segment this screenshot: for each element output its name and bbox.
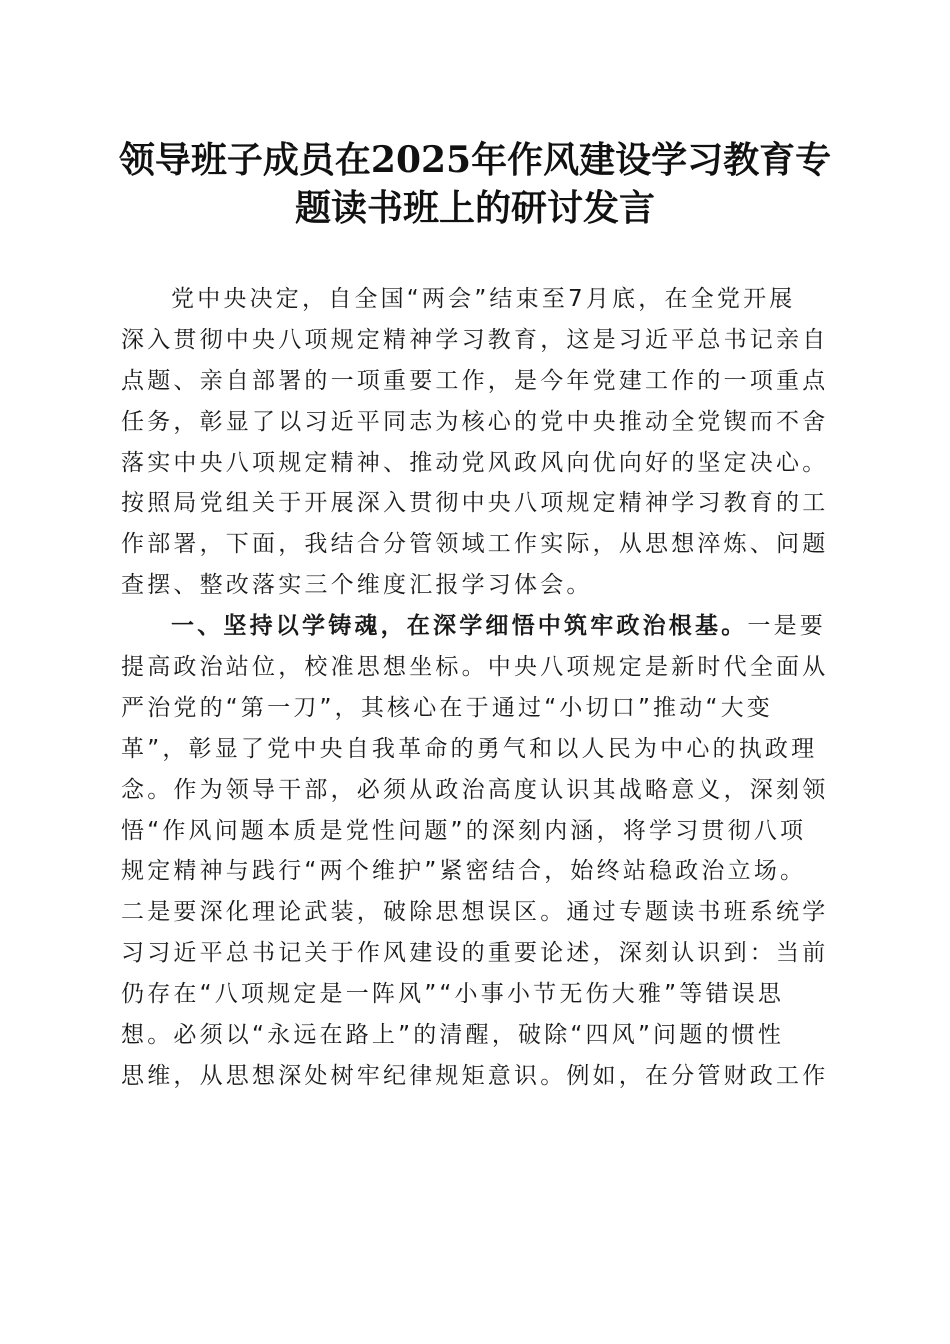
- section-heading-rest: 一是要: [747, 613, 827, 640]
- paragraph-line: 革”，彰显了党中央自我革命的勇气和以人民为中心的执政理: [121, 735, 818, 762]
- section-heading-line: [121, 606, 827, 647]
- paragraph-line: 思维，从思想深处树牢纪律规矩意识。例如，在分管财政工作: [121, 1062, 829, 1089]
- paragraph-line: 习习近平总书记关于作风建设的重要论述，深刻认识到：当前: [121, 940, 829, 967]
- paragraph-line: 任务，彰显了以习近平同志为核心的党中央推动全党锲而不舍: [121, 408, 829, 435]
- paragraph-line: 作部署，下面，我结合分管领域工作实际，从思想淬炼、问题: [121, 531, 829, 558]
- paragraph-line: 党中央决定，自全国“两会”结束至7月底，在全党开展: [171, 286, 796, 312]
- title-line: 领导班子成员在2025年作风建设学习教育专: [118, 139, 832, 181]
- paragraph-line: 查摆、整改落实三个维度汇报学习体会。: [121, 572, 593, 599]
- title-line: 题读书班上的研讨发言: [294, 187, 655, 229]
- paragraph-line: 悟“作风问题本质是党性问题”的深刻内涵，将学习贯彻八项: [121, 817, 807, 844]
- paragraph-line: 二是要深化理论武装，破除思想误区。通过专题读书班系统学: [121, 899, 829, 926]
- paragraph-line: 落实中央八项规定精神、推动党风政风向优向好的坚定决心。: [121, 449, 829, 476]
- paragraph-line: 深入贯彻中央八项规定精神学习教育，这是习近平总书记亲自: [121, 326, 829, 353]
- paragraph-line: 按照局党组关于开展深入贯彻中央八项规定精神学习教育的工: [121, 490, 829, 517]
- document-title: [110, 136, 840, 232]
- paragraph-line: 仍存在“八项规定是一阵风”“小事小节无伤大雅”等错误思: [121, 981, 785, 1008]
- paragraph-line: 想。必须以“永远在路上”的清醒，破除“四风”问题的惯性: [121, 1022, 785, 1049]
- paragraph-line: 严治党的“第一刀”，其核心在于通过“小切口”推动“大变: [121, 694, 773, 721]
- paragraph-line: 念。作为领导干部，必须从政治高度认识其战略意义，深刻领: [121, 776, 829, 803]
- paragraph-line: 规定精神与践行“两个维护”紧密结合，始终站稳政治立场。: [121, 858, 807, 885]
- paragraph-line: 提高政治站位，校准思想坐标。中央八项规定是新时代全面从: [121, 654, 829, 681]
- section-heading: 一、坚持以学铸魂，在深学细悟中筑牢政治根基。: [171, 613, 748, 640]
- paragraph-line: 点题、亲自部署的一项重要工作，是今年党建工作的一项重点: [121, 367, 829, 394]
- document-body: [121, 279, 829, 1097]
